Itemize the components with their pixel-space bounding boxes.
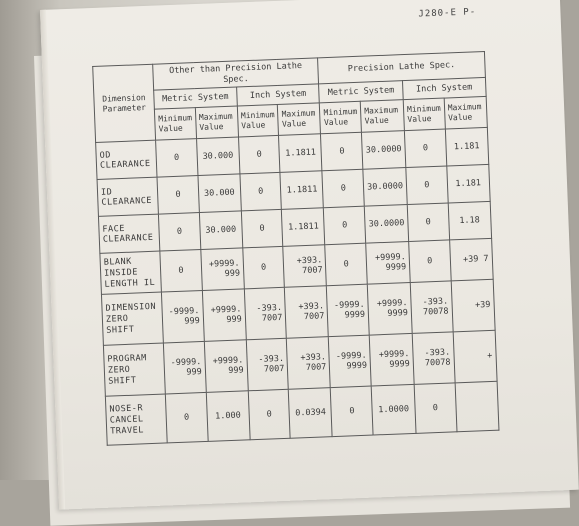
cell: 30.000 — [199, 211, 242, 250]
cell: 0.0394 — [289, 388, 333, 439]
cell: 30.0000 — [363, 168, 407, 207]
cell: 30.0000 — [364, 205, 408, 244]
header-inch-system-1: Inch System — [236, 84, 319, 106]
header-max-4: Maximum Value — [444, 97, 487, 130]
cell: 0 — [406, 166, 448, 205]
document-page — [40, 0, 579, 510]
header-min-1: Minimum Value — [154, 108, 196, 141]
cell — [455, 381, 499, 432]
header-inch-system-2: Inch System — [402, 78, 485, 100]
cell: +39 7 — [449, 239, 493, 282]
cell: + — [453, 331, 497, 384]
row-label-blank-inside-length: BLANK INSIDE LENGTH IL — [100, 251, 162, 294]
cell: 0 — [240, 173, 282, 212]
cell: +393. 7007 — [287, 337, 331, 390]
header-metric-system-1: Metric System — [154, 87, 237, 109]
header-precision-lathe: Precision Lathe Spec. — [318, 51, 485, 84]
cell: 1.1811 — [282, 208, 325, 247]
header-other-than-precision: Other than Precision Lathe Spec. — [153, 58, 319, 91]
cell: 1.000 — [206, 391, 250, 442]
cell: 0 — [325, 243, 367, 286]
cell: -9999. 9999 — [327, 284, 370, 337]
cell: 1.0000 — [371, 385, 416, 436]
header-max-1: Maximum Value — [195, 106, 238, 139]
header-max-2: Maximum Value — [278, 103, 321, 136]
cell: 1.181 — [447, 165, 490, 204]
cell: +9999. 999 — [202, 289, 246, 342]
cell: -9999. 999 — [161, 291, 204, 344]
cell: 30.000 — [196, 137, 239, 176]
header-min-4: Minimum Value — [403, 98, 445, 131]
cell: 0 — [243, 247, 285, 290]
cell: 30.000 — [198, 174, 241, 213]
cell: 1.1811 — [280, 171, 323, 210]
cell: +9999. 999 — [201, 248, 245, 291]
cell: 30.0000 — [362, 131, 406, 170]
cell: -393. 70078 — [412, 332, 455, 385]
cell: 0 — [160, 250, 202, 293]
cell: +39 — [451, 280, 495, 333]
row-label-dimension-zero-shift: DIMENSION ZERO SHIFT — [101, 292, 163, 345]
cell: +9999. 9999 — [366, 242, 410, 285]
cell: 1.18 — [448, 202, 491, 241]
cell: -393. 7007 — [246, 339, 289, 392]
cell: 0 — [331, 386, 374, 437]
header-min-3: Minimum Value — [320, 102, 362, 135]
cell: 1.181 — [445, 128, 488, 167]
header-metric-system-2: Metric System — [319, 81, 403, 103]
cell: 0 — [238, 136, 280, 175]
row-label-id-clearance: ID CLEARANCE — [97, 177, 158, 216]
cell: 0 — [248, 389, 291, 440]
cell: 0 — [324, 206, 366, 245]
header-dimension-parameter: Dimension Parameter — [93, 64, 156, 142]
cell: 0 — [404, 129, 446, 168]
cell: +393. 7007 — [285, 286, 329, 339]
cell: 0 — [322, 169, 364, 208]
row-label-od-clearance: OD CLEARANCE — [96, 140, 157, 179]
cell: -9999. 9999 — [329, 335, 372, 388]
row-label-face-clearance: FACE CLEARANCE — [98, 214, 159, 253]
cell: 0 — [157, 176, 199, 215]
cell: 0 — [414, 383, 457, 434]
cell: 1.1811 — [279, 134, 322, 173]
header-min-2: Minimum Value — [237, 105, 279, 138]
cell: +9999. 9999 — [367, 283, 412, 336]
dimension-parameter-table — [92, 51, 499, 446]
cell: 0 — [241, 210, 283, 249]
cell: -9999. 999 — [163, 342, 206, 395]
cell: 0 — [158, 213, 200, 252]
cell: +9999. 999 — [204, 340, 248, 393]
row-label-program-zero-shift: PROGRAM ZERO SHIFT — [103, 343, 165, 396]
cell: -393. 70078 — [410, 281, 453, 334]
cell: -393. 7007 — [244, 288, 287, 341]
header-max-3: Maximum Value — [360, 100, 404, 133]
cell: 0 — [407, 203, 449, 242]
cell: +393. 7007 — [283, 245, 327, 288]
row-label-nose-r-cancel-travel: NOSE-R CANCEL TRAVEL — [105, 394, 167, 445]
cell: 0 — [321, 132, 363, 171]
cell: 0 — [156, 139, 198, 178]
cell: 0 — [409, 240, 451, 283]
page-header-code: J280-E P- — [418, 7, 477, 20]
cell: +9999. 9999 — [369, 334, 414, 387]
cell: 0 — [165, 393, 208, 444]
